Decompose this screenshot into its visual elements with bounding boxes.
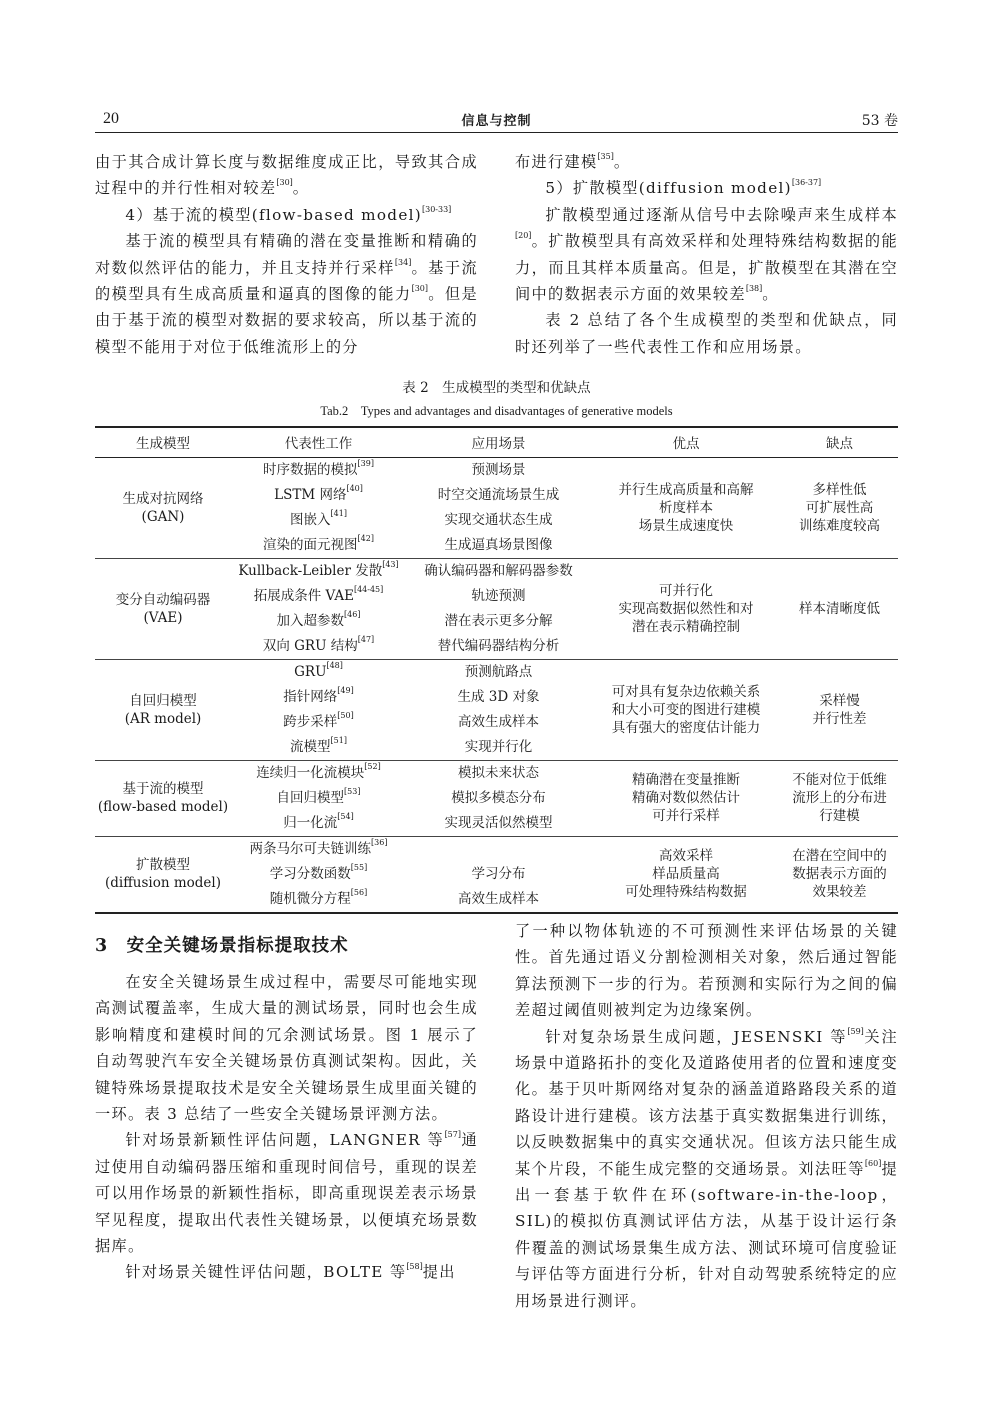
work-text: 时序数据的模拟	[263, 461, 358, 478]
paragraph-text: 提出	[422, 1263, 456, 1282]
work-text: 流模型	[290, 738, 331, 755]
works-cell	[231, 836, 406, 913]
con-line: 数据表示方面的	[792, 866, 887, 882]
app-item: 学习分布	[471, 865, 526, 882]
paragraph	[515, 307, 898, 360]
work-text: 指针网络	[283, 688, 338, 705]
app-item: 生成 3D 对象	[457, 688, 540, 705]
table-row	[95, 457, 898, 558]
model-name: (flow-based model)	[97, 799, 229, 815]
journal-name: 信息与控制	[461, 114, 532, 129]
paragraph-text: 关注场景中道路拓扑的变化及道路使用者的位置和速度变化。基于贝叶斯网络对复杂的涵盖道路路段关系的道路设计进行建模。该方法基于真实数据集进行训练，以反映数据集中的真实交通状况。但该方法只能生成某个片段，不能生成完整的交通场景。刘法旺等	[515, 1027, 898, 1178]
citation: [39]	[357, 458, 374, 468]
pro-line: 高效采样	[659, 848, 713, 864]
citation: [48]	[326, 660, 343, 670]
citation: [56]	[350, 887, 368, 897]
work-item	[231, 508, 406, 533]
cons-cell	[781, 836, 898, 913]
app-item: 模拟未来状态	[458, 764, 539, 781]
paragraph	[515, 202, 898, 308]
page-header	[95, 108, 898, 133]
model-name: (GAN)	[141, 508, 185, 525]
paragraph	[515, 1024, 898, 1314]
citation: [36]	[371, 837, 388, 847]
con-line: 效果较差	[812, 884, 867, 900]
model-name: 变分自动编码器	[115, 591, 211, 608]
paragraph-text: 。	[613, 153, 631, 171]
table-row	[95, 760, 898, 836]
work-text: 图嵌入	[290, 511, 331, 528]
citation: [58]	[406, 1262, 423, 1272]
model-name: 自回归模型	[129, 692, 197, 709]
paragraph-text: 。基于流的模型具有生成高质量和逼真的图像的能力	[95, 258, 478, 304]
citation: [30-33]	[422, 204, 452, 214]
con-line: 不能对位于低维	[792, 772, 887, 788]
paragraph-text: 针对复杂场景生成问题，JESENSKI 等	[545, 1027, 848, 1046]
pro-line: 样品质量高	[652, 866, 720, 882]
work-item	[231, 887, 406, 912]
model-name: (diffusion model)	[104, 875, 221, 891]
work-text: 加入超参数	[276, 612, 345, 629]
pro-line: 实现高数据似然性和对	[618, 600, 754, 617]
paragraph-text: 扩散模型通过逐渐从信号中去除噪声来生成样本	[545, 205, 898, 224]
paragraph-text: 5）扩散模型(diffusion model)	[545, 179, 792, 198]
con-line: 可扩展性高	[805, 499, 874, 516]
paragraph-text: 基于流的模型具有精确的潜在变量推断和精确的对数似然评估的能力，并且支持并行采样	[95, 232, 478, 277]
citation: [36-37]	[791, 178, 822, 188]
volume: 53 卷	[861, 113, 898, 129]
app-item: 轨迹预测	[471, 587, 526, 604]
paragraph-text: 通过使用自动编码器压缩和重现时间信号，重现的误差可以用作场景的新颖性指标，即高重现误差表示场景罕见程度，提取出代表性关键场景，以便填充场景数据库。	[95, 1131, 478, 1256]
model-name: 基于流的模型	[122, 781, 204, 797]
work-item	[231, 634, 406, 659]
bottom-right-column	[515, 918, 898, 1314]
con-line: 多样性低	[812, 481, 867, 498]
citation: [54]	[337, 811, 354, 821]
work-text: 双向 GRU 结构	[262, 637, 358, 654]
pro-line: 和大小可变的图进行建模	[611, 701, 761, 718]
pros-cell	[591, 836, 781, 913]
citation: [20]	[515, 231, 532, 241]
apps-cell	[406, 457, 591, 558]
citation: [52]	[364, 761, 381, 771]
paragraph	[95, 1127, 478, 1259]
con-line: 训练难度较高	[799, 517, 880, 534]
cons-cell	[781, 558, 898, 659]
paragraph-text: 表 2 总结了各个生成模型的类型和优缺点，同时还列举了一些代表性工作和应用场景。	[515, 311, 898, 356]
work-text: 归一化流	[283, 814, 338, 831]
pros-cell	[591, 760, 781, 836]
work-text: 拓展成条件 VAE	[253, 587, 354, 604]
citation: [46]	[344, 609, 361, 619]
app-item: 实现交通状态生成	[444, 511, 553, 528]
works-cell	[231, 659, 406, 760]
header-works: 代表性工作	[284, 436, 353, 453]
citation: [41]	[330, 508, 347, 518]
paragraph-text: 由于其合成计算长度与数据维度成正比，导致其合成过程中的并行性相对较差	[95, 153, 478, 198]
paragraph-text: 。	[292, 179, 310, 198]
top-left-column	[95, 149, 478, 360]
con-line: 采样慢	[819, 692, 860, 709]
work-text: 跨步采样	[283, 713, 338, 730]
paragraph-text: 提出一套基于软件在环(software-in-the-loop，SIL)的模拟仿真测试评估方法，从基于设计运行条件覆盖的测试场景集生成方法、测试环境可信度验证与评估等方面进行分析，针对自动驾驶系统特定的应用场景进行测评。	[515, 1159, 898, 1310]
con-line: 样本清晰度低	[799, 600, 880, 617]
works-cell	[231, 558, 406, 659]
table-row	[95, 659, 898, 760]
bottom-left-column	[95, 969, 478, 1286]
paragraph-text: 在安全关键场景生成过程中，需要尽可能地实现高测试覆盖率，生成大量的测试场景，同时也会生成影响精度和建模时间的冗余测试场景。图 1 展示了自动驾驶汽车安全关键场景仿真测试架构。因此，关键特殊场景提取技术是安全关键场景生成里面关键的一环。表 3 总结了一些安全关键场景评测方法。	[95, 973, 478, 1124]
app-item: 高效生成样本	[458, 890, 539, 907]
citation: [30]	[411, 284, 429, 294]
top-right-column	[515, 149, 898, 360]
work-item	[231, 483, 406, 508]
work-item	[231, 458, 406, 483]
con-line: 流形上的分布进	[792, 790, 887, 806]
work-text: GRU	[294, 663, 327, 680]
citation: [38]	[745, 284, 763, 294]
app-item: 时空交通流场景生成	[437, 486, 560, 503]
pro-line: 可并行化	[659, 582, 713, 599]
citation: [50]	[337, 710, 354, 720]
citation: [44-45]	[353, 584, 384, 594]
work-item	[231, 710, 406, 735]
app-item: 预测航路点	[464, 663, 533, 680]
app-item: 模拟多模态分布	[451, 789, 546, 806]
pros-cell	[591, 457, 781, 558]
model-cell	[95, 457, 231, 558]
paragraph-text: 了一种以物体轨迹的不可预测性来评估场景的关键性。首先通过语义分割检测相关对象，然后通过智能算法预测下一步的行为。若预测和实际行为之间的偏差超过阈值则被判定为边缘案例。	[515, 922, 898, 1020]
paragraph	[95, 228, 478, 360]
paragraph	[515, 149, 898, 175]
paragraph	[95, 202, 478, 228]
work-item	[231, 584, 406, 609]
citation: [57]	[444, 1130, 461, 1140]
paragraph-text: 。	[762, 285, 779, 304]
work-item	[231, 811, 406, 836]
paragraph	[95, 149, 478, 202]
app-item: 确认编码器和解码器参数	[424, 562, 573, 579]
app-item: 实现灵活似然模型	[444, 814, 553, 831]
model-name: 扩散模型	[136, 857, 190, 873]
citation: [34]	[394, 257, 412, 267]
con-line: 行建模	[819, 808, 860, 824]
app-item: 生成逼真场景图像	[444, 536, 553, 553]
model-cell	[95, 558, 231, 659]
work-item	[231, 761, 406, 786]
citation: [43]	[382, 559, 399, 569]
paragraph	[515, 918, 898, 1024]
con-line: 在潜在空间中的	[792, 848, 887, 864]
pro-line: 具有强大的密度估计能力	[611, 719, 761, 736]
works-cell	[231, 457, 406, 558]
work-item	[231, 862, 406, 887]
work-text: Kullback-Leibler 发散	[238, 562, 383, 579]
paragraph	[95, 969, 478, 1127]
apps-cell	[406, 659, 591, 760]
pro-line: 精确对数似然估计	[632, 790, 740, 806]
pro-line: 潜在表示精确控制	[632, 618, 740, 635]
cons-cell	[781, 457, 898, 558]
cons-cell	[781, 659, 898, 760]
model-cell	[95, 836, 231, 913]
work-text: 学习分数函数	[269, 865, 351, 882]
paragraph	[95, 1259, 478, 1285]
work-item	[231, 533, 406, 558]
work-item	[231, 837, 406, 862]
model-cell	[95, 659, 231, 760]
citation: [30]	[276, 178, 293, 188]
citation: [60]	[864, 1158, 882, 1168]
citation: [35]	[597, 152, 614, 161]
pro-line: 可处理特殊结构数据	[625, 884, 747, 900]
citation: [42]	[357, 533, 374, 543]
pro-line: 可并行采样	[652, 808, 720, 824]
pro-line: 精确潜在变量推断	[632, 772, 740, 788]
header-apps: 应用场景	[471, 436, 526, 453]
pro-line: 并行生成高质量和高解	[618, 481, 754, 498]
pro-line: 可对具有复杂边依赖关系	[611, 683, 761, 700]
paragraph-text: 针对场景新颖性评估问题，LANGNER 等	[125, 1131, 445, 1150]
app-item: 预测场景	[471, 461, 526, 478]
citation: [49]	[337, 685, 354, 695]
citation: [40]	[346, 483, 363, 493]
header-model: 生成模型	[136, 436, 190, 453]
generative-models-table	[95, 426, 898, 914]
page-number: 20	[103, 110, 119, 127]
table-header-row	[95, 427, 898, 457]
work-text: 自回归模型	[276, 789, 345, 806]
pro-line: 析度样本	[659, 499, 713, 516]
header-pros: 优点	[672, 436, 700, 453]
pros-cell	[591, 659, 781, 760]
cons-cell	[781, 760, 898, 836]
paragraph	[515, 175, 898, 201]
citation: [53]	[344, 786, 361, 796]
paragraph-text: 。但是由于基于流的模型对数据的要求较高，所以基于流的模型不能用于对位于低维流形上的分	[95, 285, 479, 356]
work-item	[231, 559, 406, 584]
model-name: 生成对抗网络	[122, 490, 204, 507]
work-text: LSTM 网络	[274, 486, 347, 503]
paragraph-text: 针对场景关键性评估问题，BOLTE 等	[125, 1263, 407, 1282]
work-text: 两条马尔可夫链训练	[249, 840, 372, 857]
paragraph-text: 。扩散模型具有高效采样和处理特殊结构数据的能力，而且其样本质量高。但是，扩散模型在其潜在空间中的数据表示方面的效果较差	[515, 232, 898, 304]
work-text: 连续归一化流模块	[256, 764, 365, 781]
model-name: (AR model)	[124, 710, 202, 727]
app-item	[406, 837, 591, 862]
table-row	[95, 836, 898, 913]
table-row	[95, 558, 898, 659]
work-item	[231, 609, 406, 634]
app-item: 潜在表示更多分解	[444, 612, 553, 629]
con-line: 并行性差	[812, 710, 867, 727]
paragraph-text: 4）基于流的模型(flow-based model)	[125, 205, 422, 224]
work-item	[231, 786, 406, 811]
header-cons: 缺点	[826, 436, 853, 453]
citation: [55]	[350, 862, 368, 872]
work-text: 随机微分方程	[269, 890, 351, 907]
work-text: 渲染的面元视图	[263, 536, 358, 553]
citation: [59]	[847, 1026, 864, 1036]
work-item	[231, 735, 406, 760]
app-item: 高效生成样本	[458, 713, 539, 730]
model-name: (VAE)	[143, 609, 183, 626]
apps-cell	[406, 836, 591, 913]
apps-cell	[406, 558, 591, 659]
apps-cell	[406, 760, 591, 836]
app-item: 实现并行化	[464, 738, 533, 755]
model-cell	[95, 760, 231, 836]
app-item: 替代编码器结构分析	[437, 637, 560, 654]
work-item	[231, 685, 406, 710]
table-caption-en: Tab.2 Types and advantages and disadvantages of generative models	[320, 404, 673, 418]
works-cell	[231, 760, 406, 836]
table-caption-cn: 表 2 生成模型的类型和优缺点	[402, 380, 591, 396]
paragraph-text: 布进行建模	[515, 153, 598, 171]
citation: [51]	[330, 735, 347, 745]
pro-line: 场景生成速度快	[638, 517, 734, 534]
pros-cell	[591, 558, 781, 659]
citation: [47]	[357, 634, 375, 644]
section-heading: 3 安全关键场景指标提取技术	[95, 936, 349, 956]
work-item	[231, 660, 406, 685]
